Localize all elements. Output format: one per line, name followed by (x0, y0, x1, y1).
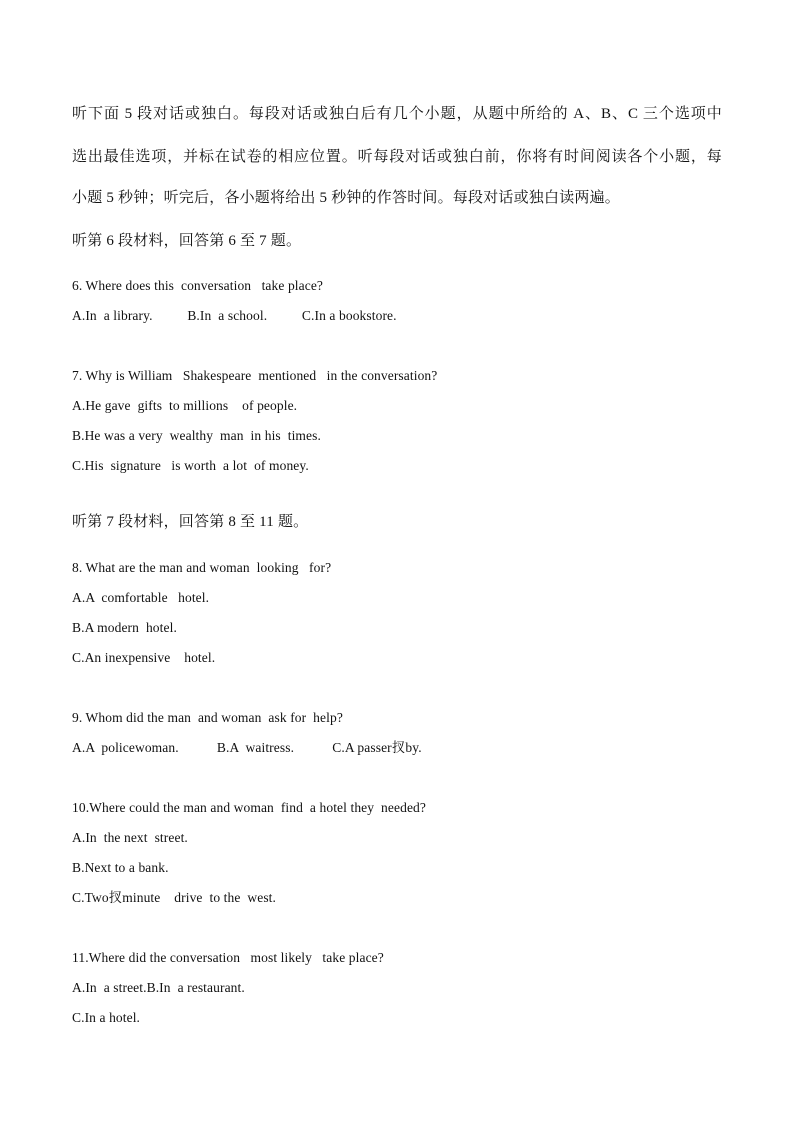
option-a: A.A comfortable hotel. (72, 590, 210, 605)
option-b: B.Next to a bank. (72, 860, 169, 875)
option-a: A.In the next street. (72, 830, 188, 845)
instructions-line-3: 小题 5 秒钟；听完后，各小题将给出 5 秒钟的作答时间。每段对话或独白读两遍。 (72, 190, 621, 206)
option-c: C.In a hotel. (72, 1010, 141, 1025)
option-a-b: A.In a street.B.In a restaurant. (72, 980, 245, 995)
instructions-line-2: 选出最佳选项，并标在试卷的相应位置。听每段对话或独白前，你将有时间阅读各个小题，每 (72, 149, 722, 165)
option-c: C.An inexpensive hotel. (72, 650, 216, 665)
question-stem: 10.Where could the man and woman find a hotel they needed? (72, 800, 426, 815)
question-options: A.A policewoman. B.A waitress. C.A passer扠by. (72, 740, 422, 755)
section-heading: 听第 7 段材料，回答第 8 至 11 题。 (72, 514, 309, 530)
question-stem: 8. What are the man and woman looking for? (72, 560, 332, 575)
question-stem: 7. Why is William Shakespeare mentioned in the conversation? (72, 368, 438, 383)
option-c: C.Two扠minute drive to the west. (72, 890, 277, 905)
option-c: C.His signature is worth a lot of money. (72, 458, 309, 473)
option-b: B.He was a very wealthy man in his times. (72, 428, 321, 443)
question-stem: 9. Whom did the man and woman ask for help? (72, 710, 343, 725)
option-a: A.He gave gifts to millions of people. (72, 398, 298, 413)
option-b: B.A modern hotel. (72, 620, 177, 635)
question-stem: 11.Where did the conversation most likely take place? (72, 950, 384, 965)
instructions-line-1: 听下面 5 段对话或独白。每段对话或独白后有几个小题，从题中所给的 A、B、C 三个选项中 (72, 106, 722, 122)
question-options: A.In a library. B.In a school. C.In a bookstore. (72, 308, 397, 323)
question-stem: 6. Where does this conversation take place? (72, 278, 324, 293)
section-heading: 听第 6 段材料，回答第 6 至 7 题。 (72, 233, 302, 249)
